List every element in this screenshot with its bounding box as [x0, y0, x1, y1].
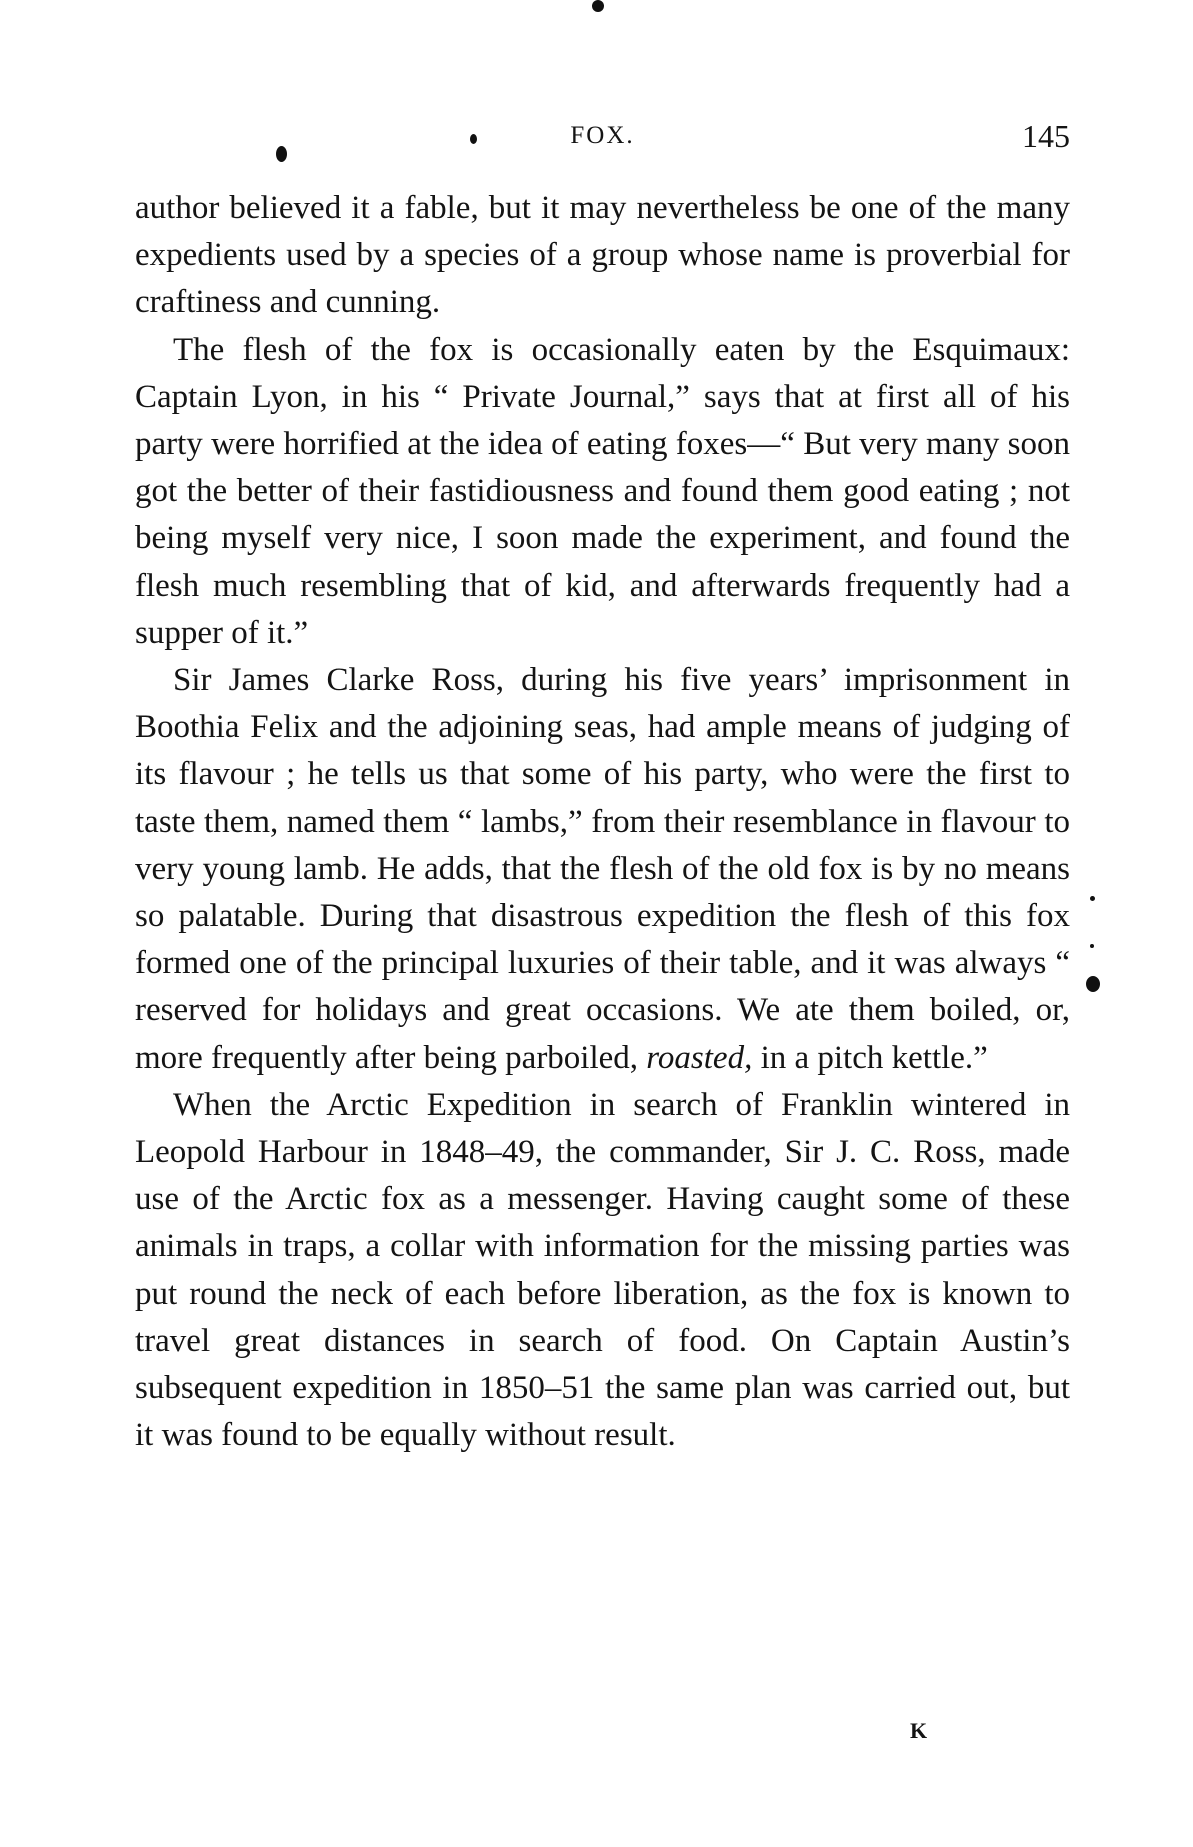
- paragraph: [135, 657, 1070, 1082]
- ink-blot: [592, 0, 604, 12]
- paragraph-text: Sir James Clarke Ross, during his five years’ imprisonment in Boothia Felix and the adjoining seas, had ample means of judging of its flavour ; he tells us that some of his party, who were the first to taste them, named them “ lambs,” from their resemblance in flavour to very young lamb. He adds, that the flesh of the old fox is by no means so palatable. During that disastrous expedition the flesh of this fox formed one of the principal luxuries of their table, and it was always “ reserved for holidays and great occasions. We ate them boiled, or, more frequently after being parboiled,: [135, 662, 1070, 1076]
- italic-word: roasted,: [646, 1039, 753, 1076]
- ink-blot: [1086, 976, 1100, 992]
- running-head: FOX.: [570, 122, 635, 149]
- signature-mark: K: [910, 1718, 929, 1743]
- paragraph-text: in a pitch kettle.”: [752, 1039, 988, 1076]
- page-header: [135, 116, 1070, 156]
- page-number: 145: [1022, 118, 1070, 154]
- paragraph: The flesh of the fox is occasionally eaten by the Esquimaux: Captain Lyon, in his “ Private Journal,” says that at first all of his party were horrified at the idea of eating foxes—“ But very many soon got the better of their fastidiousness and found them good eating ; not being myself very nice, I soon made the experiment, and found the flesh much resembling that of kid, and afterwards frequently had a supper of it.”: [135, 331, 1070, 651]
- ink-blot: [1090, 896, 1095, 901]
- paragraph: When the Arctic Expedition in search of Franklin wintered in Leopold Harbour in 1848–49, the commander, Sir J. C. Ross, made use of the Arctic fox as a messenger. Having caught some of these animals in traps, a collar with information for the missing parties was put round the neck of each before liberation, as the fox is known to travel great distances in search of food. On Captain Austin’s subsequent expedition in 1850–51 the same plan was carried out, but it was found to be equally without result.: [135, 1086, 1070, 1454]
- body-text: [135, 185, 1070, 1459]
- ink-blot: [1090, 944, 1094, 948]
- paragraph: author believed it a fable, but it may nevertheless be one of the many expedients used by a species of a group whose name is proverbial for craftiness and cunning.: [135, 190, 1070, 321]
